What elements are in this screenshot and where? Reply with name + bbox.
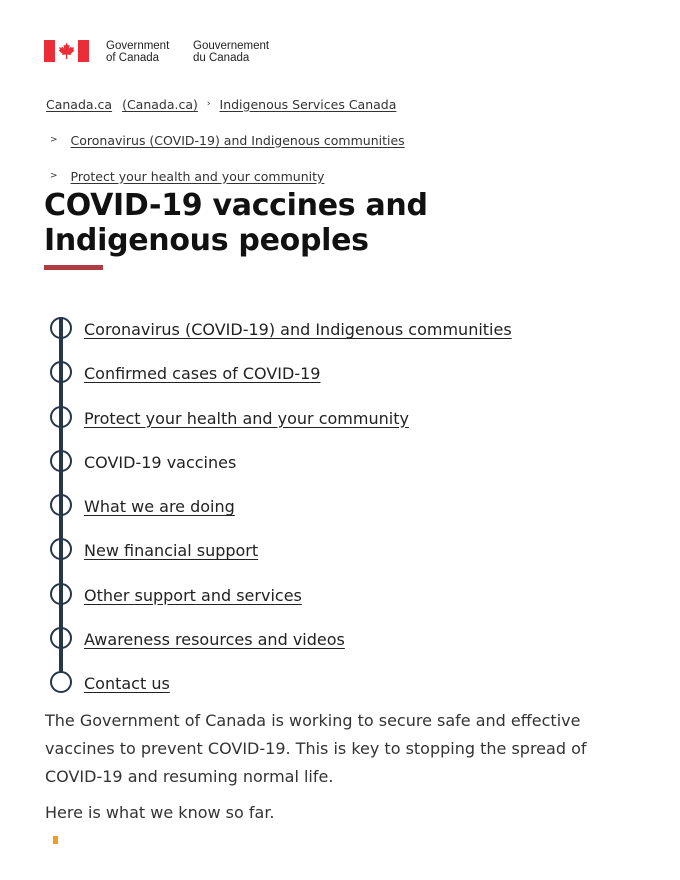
breadcrumb-indigenous-services-canada[interactable]: Indigenous Services Canada — [219, 96, 397, 112]
step-item-contact-us — [44, 664, 644, 708]
step-circle-icon — [50, 361, 72, 383]
step-item-confirmed-cases — [44, 354, 644, 398]
step-link[interactable]: Coronavirus (COVID-19) and Indigenous communities — [84, 320, 512, 339]
breadcrumb-canada-ca-parenthetical[interactable]: (Canada.ca) — [122, 96, 198, 112]
breadcrumb-separator-icon: > — [50, 171, 58, 181]
signature-en-line-2: of Canada — [106, 52, 160, 64]
government-of-canada-signature[interactable] — [44, 40, 269, 64]
step-circle-icon — [50, 627, 72, 649]
step-item-new-financial-support — [44, 531, 644, 575]
signature-en-line-1: Government — [106, 40, 170, 52]
breadcrumb — [46, 86, 405, 194]
breadcrumb-row — [46, 122, 405, 158]
step-item-awareness-resources — [44, 620, 644, 664]
step-link[interactable]: Other support and services — [84, 585, 302, 605]
step-link[interactable]: Protect your health and your community — [84, 408, 409, 428]
step-circle-icon — [50, 538, 72, 560]
intro-paragraph: The Government of Canada is working to secure safe and effective vaccines to prevent COVID-19. This is key to stopping the spread of COVID-19 and resuming normal life. — [45, 711, 587, 786]
step-link[interactable]: What we are doing — [84, 497, 235, 516]
canada-flag-icon — [44, 40, 89, 62]
section-marker — [53, 836, 58, 844]
step-current-label: COVID-19 vaccines — [84, 452, 237, 472]
breadcrumb-protect-your-health[interactable]: Protect your health and your community — [70, 168, 325, 184]
step-circle-icon — [50, 317, 72, 339]
breadcrumb-canada-ca[interactable]: Canada.ca — [46, 96, 113, 112]
breadcrumb-covid-indigenous-communities[interactable]: Coronavirus (COVID-19) and Indigenous communities — [70, 132, 405, 148]
step-circle-icon — [50, 450, 72, 472]
step-item-covid-indigenous-communities — [44, 310, 644, 354]
step-item-covid-vaccines-current — [44, 443, 644, 487]
step-navigation — [44, 310, 644, 708]
step-link[interactable]: Contact us — [84, 674, 170, 693]
step-circle-icon — [50, 406, 72, 428]
step-circle-icon — [50, 671, 72, 693]
signature-english — [106, 40, 184, 64]
step-link[interactable]: Confirmed cases of COVID-19 — [84, 364, 321, 384]
step-item-other-support — [44, 576, 644, 620]
title-underline-rule — [44, 265, 103, 270]
signature-fr-line-2: du Canada — [193, 52, 250, 64]
breadcrumb-separator-icon: > — [50, 135, 58, 145]
step-link[interactable]: Awareness resources and videos — [84, 629, 345, 649]
step-item-protect-your-health — [44, 399, 644, 443]
so-far-paragraph: Here is what we know so far. — [45, 803, 275, 822]
step-circle-icon — [50, 583, 72, 605]
step-item-what-we-are-doing — [44, 487, 644, 531]
page-title: COVID-19 vaccines and Indigenous peoples — [44, 188, 428, 258]
breadcrumb-separator-icon: › — [206, 99, 211, 109]
signature-fr-line-1: Gouvernement — [193, 40, 270, 52]
step-link[interactable]: New financial support — [84, 541, 259, 561]
signature-french — [193, 40, 269, 64]
breadcrumb-row — [46, 86, 405, 122]
step-circle-icon — [50, 494, 72, 516]
